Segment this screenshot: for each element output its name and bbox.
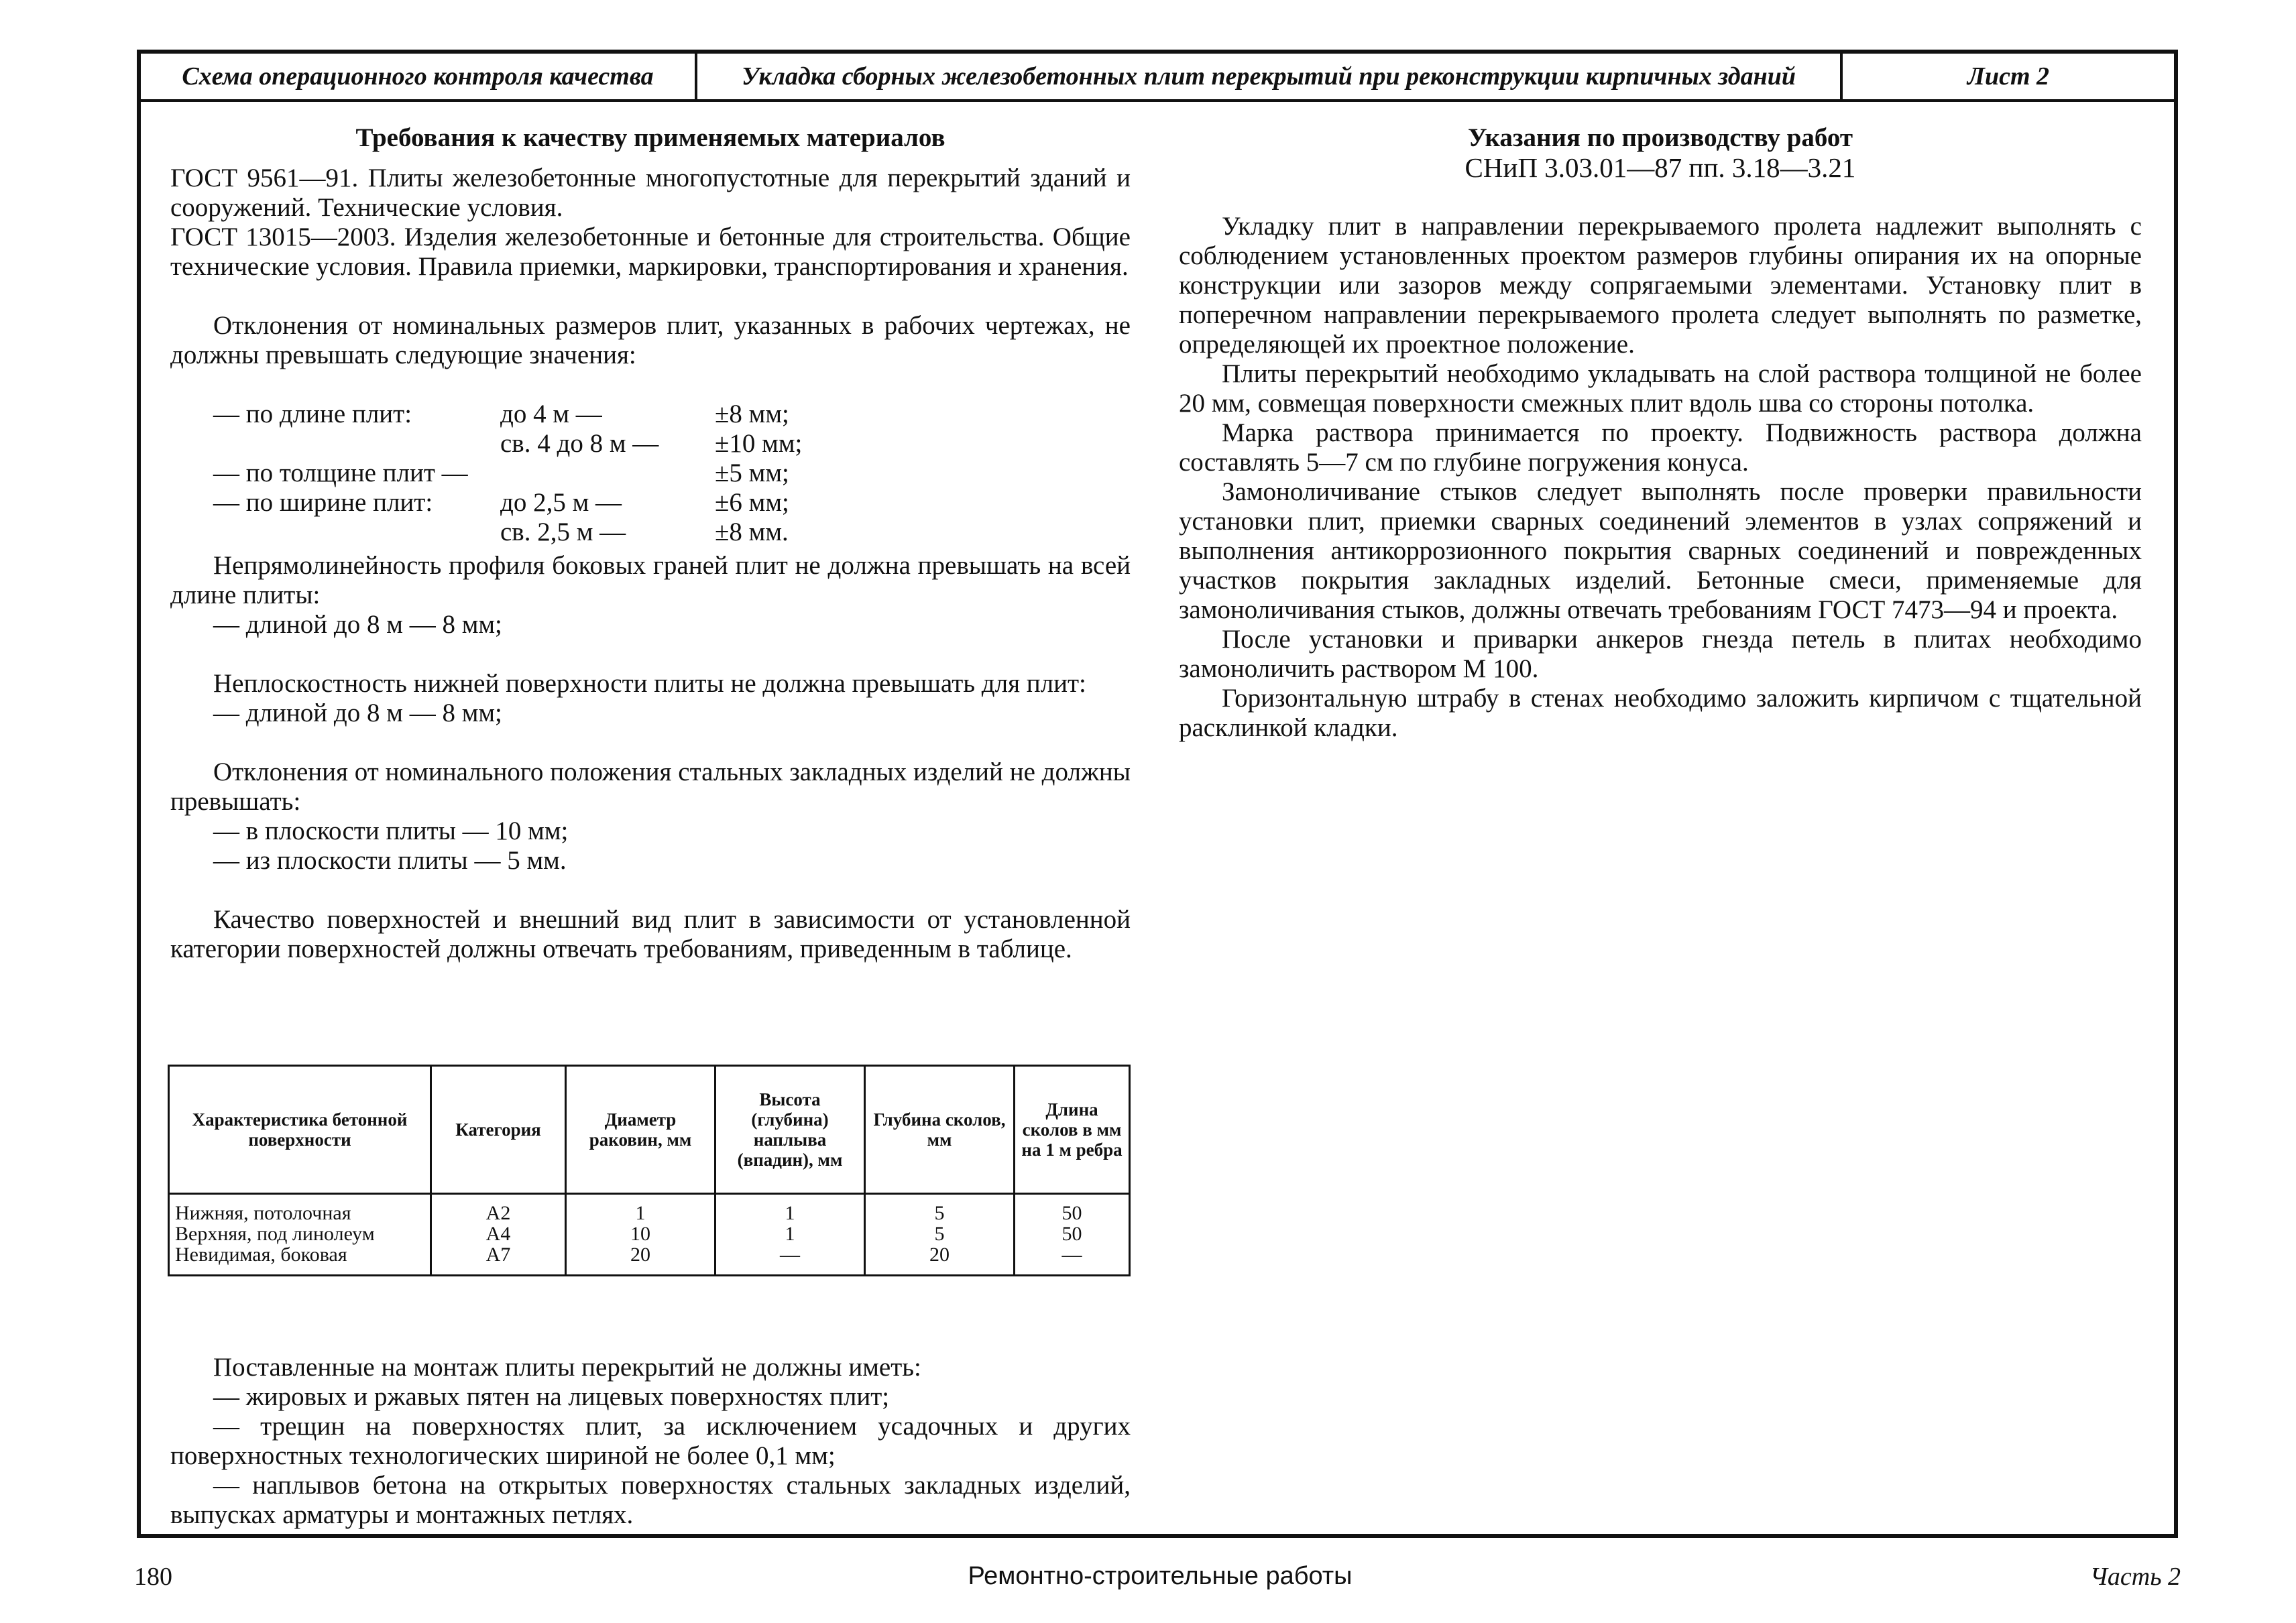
deviation-row bbox=[170, 488, 1131, 518]
table-row bbox=[169, 1244, 1130, 1276]
table-row bbox=[169, 1194, 1130, 1224]
table-header: Длина сколов в мм на 1 м ребра bbox=[1015, 1066, 1130, 1194]
table-cell: 10 bbox=[566, 1223, 715, 1244]
mounting-item: — жировых и ржавых пятен на лицевых поверхностях плит; bbox=[213, 1382, 890, 1411]
table-cell: — bbox=[1015, 1244, 1130, 1276]
mounting-text: Поставленные на монтаж плиты перекрытий не должны иметь: bbox=[213, 1353, 921, 1382]
flatness-text: Неплоскостность нижней поверхности плиты не должна превышать для плит: bbox=[213, 669, 1086, 698]
instruction-paragraph: Укладку плит в направлении перекрываемого пролета надлежит выполнять с соблюдением установленных проектом размеров глубины опирания их на опорные конструкции или зазоров между сопрягаемыми элементами. Установку плит в поперечном направлении перекрываемого пролета следует выполнять по разметке, определяющей их проектное положение. bbox=[1179, 212, 2142, 359]
deviation-value: ±8 мм. bbox=[715, 518, 789, 546]
table-cell: А2 bbox=[431, 1194, 566, 1224]
table-cell: Нижняя, потолочная bbox=[169, 1194, 431, 1224]
table-header: Диаметр раковин, мм bbox=[566, 1066, 715, 1194]
header-topic: Укладка сборных железобетонных плит перекрытий при реконструкции кирпичных зданий bbox=[697, 54, 1843, 99]
table-cell: 1 bbox=[566, 1194, 715, 1224]
deviation-param: — по толщине плит — bbox=[213, 459, 468, 487]
instructions-title: Указания по производству работ bbox=[1468, 123, 1853, 152]
deviation-range: до 2,5 м — bbox=[500, 488, 622, 517]
table-cell: 20 bbox=[865, 1244, 1015, 1276]
book-title: Ремонтно-строительные работы bbox=[968, 1562, 1353, 1590]
instruction-paragraph: Горизонтальную штрабу в стенах необходимо заложить кирпичом с тщательной расклинкой кладки. bbox=[1179, 684, 2142, 742]
table-cell: Невидимая, боковая bbox=[169, 1244, 431, 1276]
embedded-parts-text: Отклонения от номинального положения стальных закладных изделий не должны превышать: bbox=[170, 758, 1131, 816]
deviation-value: ±10 мм; bbox=[715, 429, 803, 458]
deviation-row bbox=[170, 518, 1131, 547]
header-sheet-number: Лист 2 bbox=[1967, 62, 2050, 91]
header-scheme-title: Схема операционного контроля качества bbox=[141, 54, 697, 99]
table-header: Характеристика бетонной поверхности bbox=[169, 1066, 431, 1194]
deviation-row bbox=[170, 429, 1131, 459]
deviation-value: ±8 мм; bbox=[715, 400, 789, 428]
deviation-param: — по ширине плит: bbox=[213, 488, 433, 517]
deviation-param: — по длине плит: bbox=[213, 400, 412, 428]
table-header: Категория bbox=[431, 1066, 566, 1194]
instructions-snip-ref: СНиП 3.03.01—87 пп. 3.18—3.21 bbox=[1465, 152, 1856, 183]
deviation-range: св. 2,5 м — bbox=[500, 518, 626, 546]
table-cell: 5 bbox=[865, 1223, 1015, 1244]
table-cell: Верхняя, под линолеум bbox=[169, 1223, 431, 1244]
table-cell: 5 bbox=[865, 1194, 1015, 1224]
book-part: Часть 2 bbox=[2089, 1563, 2181, 1591]
table-header: Глубина сколов, мм bbox=[865, 1066, 1015, 1194]
deviation-intro: Отклонения от номинальных размеров плит, указанных в рабочих чертежах, не должны превышать следующие значения: bbox=[170, 311, 1131, 369]
deviation-row bbox=[170, 400, 1131, 429]
materials-title: Требования к качеству применяемых материалов bbox=[355, 123, 945, 152]
deviation-range: св. 4 до 8 м — bbox=[500, 429, 659, 458]
page-number: 180 bbox=[134, 1563, 172, 1591]
surface-quality-text: Качество поверхностей и внешний вид плит в зависимости от установленной категории поверхностей должны отвечать требованиям, приведенным в таблице. bbox=[170, 905, 1131, 963]
straightness-item: — длиной до 8 м — 8 мм; bbox=[213, 610, 502, 639]
instruction-paragraph: Плиты перекрытий необходимо укладывать на слой раствора толщиной не более 20 мм, совмещая поверхности смежных плит вдоль шва со стороны потолка. bbox=[1179, 359, 2142, 418]
deviation-range: до 4 м — bbox=[500, 400, 602, 428]
deviation-row bbox=[170, 459, 1131, 488]
table-cell: А4 bbox=[431, 1223, 566, 1244]
embedded-parts-item: — из плоскости плиты — 5 мм. bbox=[213, 846, 567, 875]
embedded-parts-item: — в плоскости плиты — 10 мм; bbox=[213, 817, 569, 845]
table-cell: А7 bbox=[431, 1244, 566, 1276]
table-cell: — bbox=[715, 1244, 865, 1276]
instruction-paragraph: Замоноличивание стыков следует выполнять после проверки правильности установки плит, приемки сварных соединений элементов в узлах сопряжений и выполнения антикоррозионного покрытия сварных соединений и поврежденных участков покрытия закладных изделий. Бетонные смеси, применяемые для замоноличивания стыков, должны отвечать требованиям ГОСТ 7473—94 и проекта. bbox=[1179, 477, 2142, 624]
instruction-paragraph: Марка раствора принимается по проекту. Подвижность раствора должна составлять 5—7 см по глубине погружения конуса. bbox=[1179, 418, 2142, 477]
straightness-text: Непрямолинейность профиля боковых граней плит не должна превышать на всей длине плиты: bbox=[170, 551, 1131, 609]
table-cell: 20 bbox=[566, 1244, 715, 1276]
gost-13015: ГОСТ 13015—2003. Изделия железобетонные и бетонные для строительства. Общие технические условия. Правила приемки, маркировки, транспортирования и хранения. bbox=[170, 223, 1131, 281]
deviation-value: ±5 мм; bbox=[715, 459, 789, 487]
materials-column bbox=[170, 123, 1131, 964]
deviation-value: ±6 мм; bbox=[715, 488, 789, 517]
table-cell: 50 bbox=[1015, 1223, 1130, 1244]
mounting-item: — наплывов бетона на открытых поверхностях стальных закладных изделий, выпусках арматуры и монтажных петлях. bbox=[170, 1471, 1131, 1529]
flatness-item: — длиной до 8 м — 8 мм; bbox=[213, 699, 502, 727]
table-cell: 1 bbox=[715, 1194, 865, 1224]
table-header: Высота (глубина) наплыва (впадин), мм bbox=[715, 1066, 865, 1194]
table-cell: 50 bbox=[1015, 1194, 1130, 1224]
instruction-paragraph: После установки и приварки анкеров гнезда петель в плитах необходимо замоноличить раствором М 100. bbox=[1179, 625, 2142, 683]
mounting-requirements bbox=[170, 1353, 1131, 1530]
table-header-row bbox=[169, 1066, 1130, 1194]
header-row bbox=[141, 54, 2174, 102]
page-frame bbox=[137, 50, 2178, 1538]
surface-quality-table bbox=[168, 1065, 1131, 1276]
gost-9561: ГОСТ 9561—91. Плиты железобетонные многопустотные для перекрытий зданий и сооружений. Технические условия. bbox=[170, 164, 1131, 222]
deviation-list bbox=[170, 400, 1131, 547]
mounting-item: — трещин на поверхностях плит, за исключением усадочных и других поверхностных технологических шириной не более 0,1 мм; bbox=[170, 1412, 1131, 1470]
table-row bbox=[169, 1223, 1130, 1244]
table-cell: 1 bbox=[715, 1223, 865, 1244]
instructions-column bbox=[1179, 123, 2142, 743]
